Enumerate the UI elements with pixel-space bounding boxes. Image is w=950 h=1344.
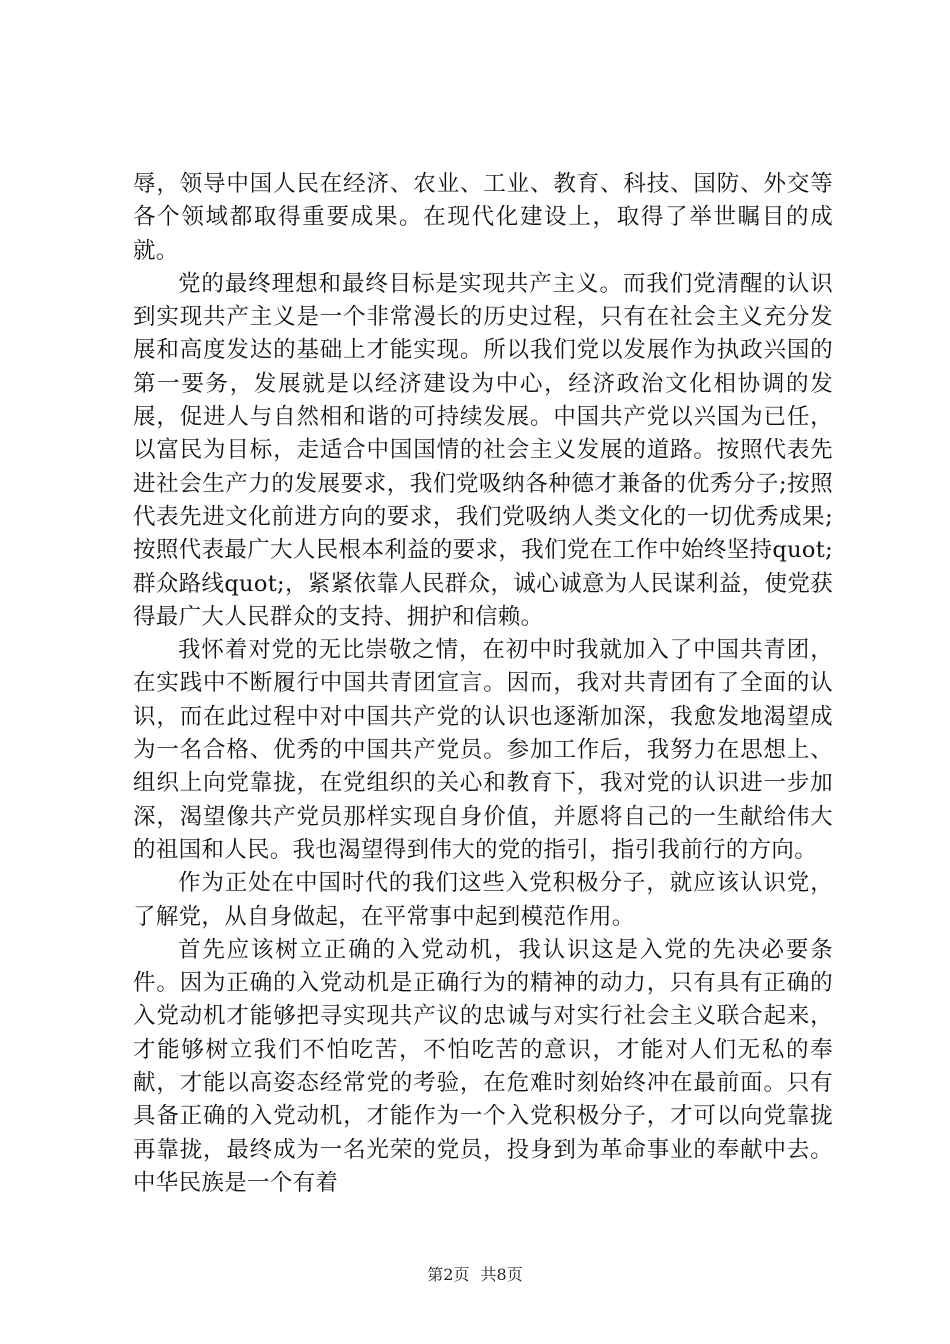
paragraph-continuation: 辱，领导中国人民在经济、农业、工业、教育、科技、国防、外交等各个领域都取得重要成果。在现代化建设上，取得了举世瞩目的成就。 [133,171,833,264]
paragraph: 作为正处在中国时代的我们这些入党积极分子，就应该认识党，了解党，从自身做起，在平常事中起到模范作用。 [133,870,833,930]
paragraph: 党的最终理想和最终目标是实现共产主义。而我们党清醒的认识到实现共产主义是一个非常漫长的历史过程，只有在社会主义充分发展和高度发达的基础上才能实现。所以我们党以发展作为执政兴国的第一要务，发展就是以经济建设为中心，经济政治文化相协调的发展，促进人与自然相和谐的可持续发展。中国共产党以兴国为已任，以富民为目标，走适合中国国情的社会主义发展的道路。按照代表先进社会生产力的发展要求，我们党吸纳各种德才兼备的优秀分子;按照代表先进文化前进方向的要求，我们党吸纳人类文化的一切优秀成果;按照代表最广大人民根本利益的要求，我们党在工作中始终坚持quot;群众路线quot;，紧紧依靠人民群众，诚心诚意为人民谋利益，使党获得最广大人民群众的支持、拥护和信赖。 [133,270,833,630]
document-body [133,168,833,1200]
page-number: 第2页 [427,1265,470,1284]
paragraph: 我怀着对党的无比崇敬之情，在初中时我就加入了中国共青团，在实践中不断履行中国共青团宣言。因而，我对共青团有了全面的认识，而在此过程中对中国共产党的认识也逐渐加深，我愈发地渴望成为一名合格、优秀的中国共产党员。参加工作后，我努力在思想上、组织上向党靠拢，在党组织的关心和教育下，我对党的认识进一步加深，渴望像共产党员那样实现自身价值，并愿将自己的一生献给伟大的祖国和人民。我也渴望得到伟大的党的指引，指引我前行的方向。 [133,637,833,863]
paragraph: 首先应该树立正确的入党动机，我认识这是入党的先决必要条件。因为正确的入党动机是正确行为的精神的动力，只有具有正确的入党动机才能够把寻实现共产议的忠诚与对实行社会主义联合起来，才能够树立我们不怕吃苦，不怕吃苦的意识，才能对人们无私的奉献，才能以高姿态经常党的考验，在危难时刻始终冲在最前面。只有具备正确的入党动机，才能作为一个入党积极分子，才可以向党靠拢再靠拢，最终成为一名光荣的党员，投身到为革命事业的奉献中去。中华民族是一个有着 [133,936,833,1196]
page-total: 共8页 [480,1265,523,1284]
page-footer [0,1262,950,1285]
